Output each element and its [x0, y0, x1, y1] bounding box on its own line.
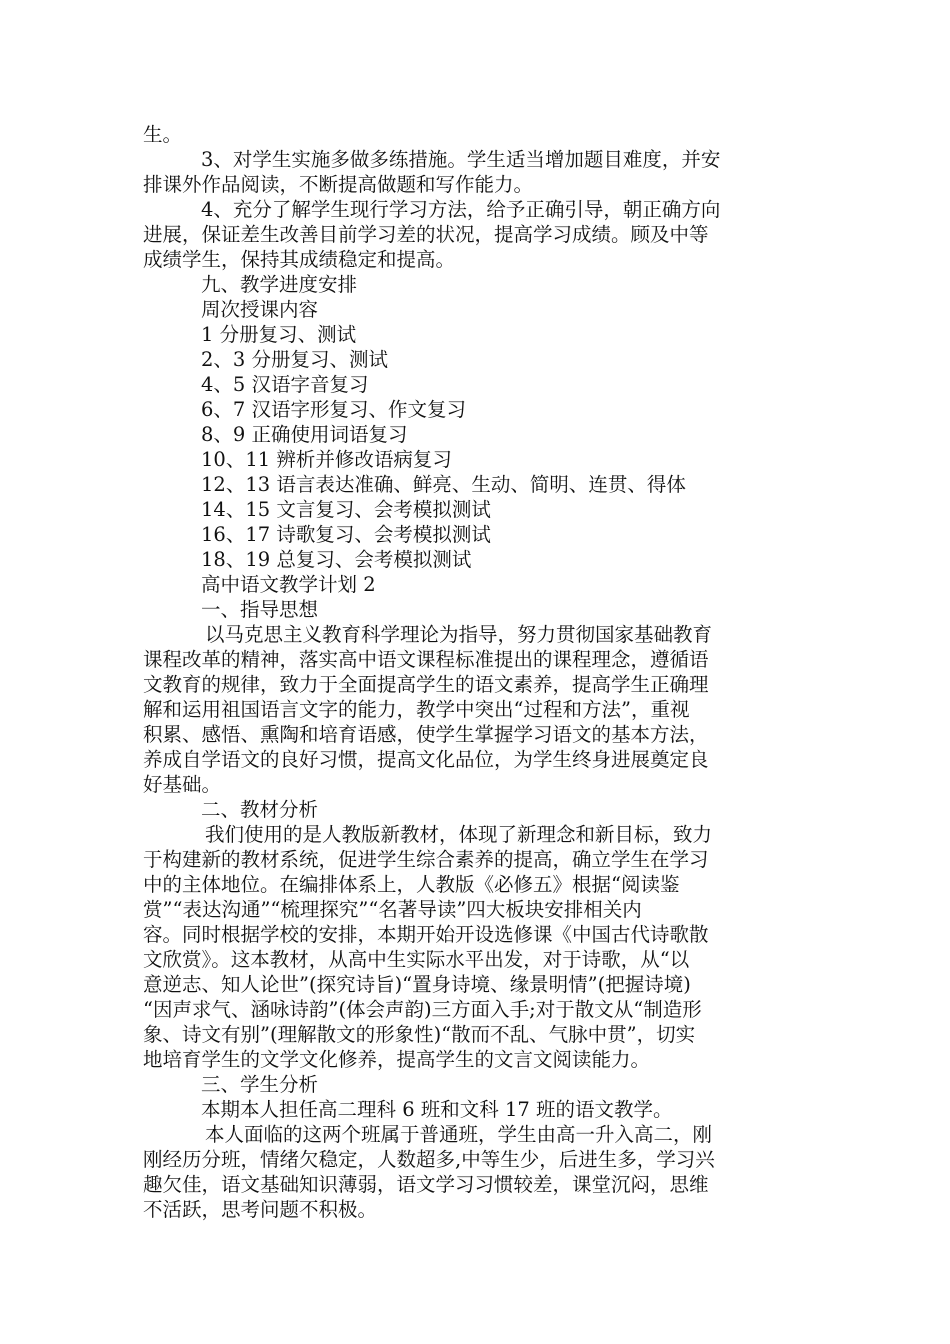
text-line: 生。	[143, 123, 183, 146]
text-line: 课程改革的精神，落实高中语文课程标准提出的课程理念，遵循语	[143, 648, 709, 671]
text-line: 18、19 总复习、会考模拟测试	[201, 548, 472, 571]
text-line: 九、教学进度安排	[201, 273, 358, 296]
text-line: 12、13 语言表达准确、鲜亮、生动、简明、连贯、得体	[201, 473, 686, 496]
text-line: 3、对学生实施多做多练措施。学生适当增加题目难度，并安	[201, 148, 721, 171]
text-line: 刚经历分班，情绪欠稳定，人数超多,中等生少，后进生多，学习兴	[143, 1148, 715, 1171]
text-line: 本期本人担任高二理科 6 班和文科 17 班的语文教学。	[201, 1098, 673, 1121]
text-line: 我们使用的是人教版新教材，体现了新理念和新目标，致力	[205, 823, 713, 846]
document-body	[143, 122, 811, 1222]
text-line: 积累、感悟、熏陶和培育语感，使学生掌握学习语文的基本方法，	[143, 723, 709, 746]
text-line: 于构建新的教材系统，促进学生综合素养的提高，确立学生在学习	[143, 848, 709, 871]
text-line: 8、9 正确使用词语复习	[201, 423, 408, 446]
text-line: 6、7 汉语字形复习、作文复习	[201, 398, 467, 421]
text-line: 14、15 文言复习、会考模拟测试	[201, 498, 491, 521]
text-line: 进展，保证差生改善目前学习差的状况，提高学习成绩。顾及中等	[143, 223, 709, 246]
text-line: 文教育的规律，致力于全面提高学生的语文素养，提高学生正确理	[143, 673, 709, 696]
text-line: 周次授课内容	[201, 298, 319, 321]
text-line: 中的主体地位。在编排体系上，人教版《必修五》根据“阅读鉴	[143, 873, 680, 896]
text-line: 10、11 辨析并修改语病复习	[201, 448, 452, 471]
text-line: 趣欠佳，语文基础知识薄弱，语文学习习惯较差，课堂沉闷，思维	[143, 1173, 709, 1196]
text-line: 一、指导思想	[201, 598, 319, 621]
text-line: 解和运用祖国语言文字的能力，教学中突出“过程和方法”，重视	[143, 698, 690, 721]
text-line: 地培育学生的文学文化修养，提高学生的文言文阅读能力。	[143, 1048, 651, 1071]
text-line: 象、诗文有别”(理解散文的形象性)“散而不乱、气脉中贯”，切实	[143, 1023, 696, 1046]
text-line: 本人面临的这两个班属于普通班，学生由高一升入高二，刚	[205, 1123, 713, 1146]
text-line: 容。同时根据学校的安排，本期开始开设选修课《中国古代诗歌散	[143, 923, 709, 946]
text-line: 16、17 诗歌复习、会考模拟测试	[201, 523, 491, 546]
text-line: 养成自学语文的良好习惯，提高文化品位，为学生终身进展奠定良	[143, 748, 709, 771]
text-line: 以马克思主义教育科学理论为指导，努力贯彻国家基础教育	[205, 623, 713, 646]
text-line: 排课外作品阅读，不断提高做题和写作能力。	[143, 173, 534, 196]
text-line: 成绩学生，保持其成绩稳定和提高。	[143, 248, 456, 271]
text-line: 文欣赏》。这本教材，从高中生实际水平出发，对于诗歌，从“以	[143, 948, 690, 971]
text-line: 4、5 汉语字音复习	[201, 373, 369, 396]
text-line: 不活跃，思考问题不积极。	[143, 1198, 378, 1221]
text-line: 二、教材分析	[201, 798, 319, 821]
text-line: 2、3 分册复习、测试	[201, 348, 389, 371]
text-line: 赏”“表达沟通”“梳理探究”“名著导读”四大板块安排相关内	[143, 898, 642, 921]
text-line: 好基础。	[143, 773, 222, 796]
text-line: “因声求气、涵咏诗韵”(体会声韵)三方面入手;对于散文从“制造形	[143, 998, 702, 1021]
text-line: 1 分册复习、测试	[201, 323, 357, 346]
text-line: 意逆志、知人论世”(探究诗旨)“置身诗境、缘景明情”(把握诗境)	[143, 973, 691, 996]
text-line: 三、学生分析	[201, 1073, 319, 1096]
text-line: 高中语文教学计划 2	[201, 573, 376, 596]
text-line: 4、充分了解学生现行学习方法，给予正确引导，朝正确方向	[201, 198, 721, 221]
